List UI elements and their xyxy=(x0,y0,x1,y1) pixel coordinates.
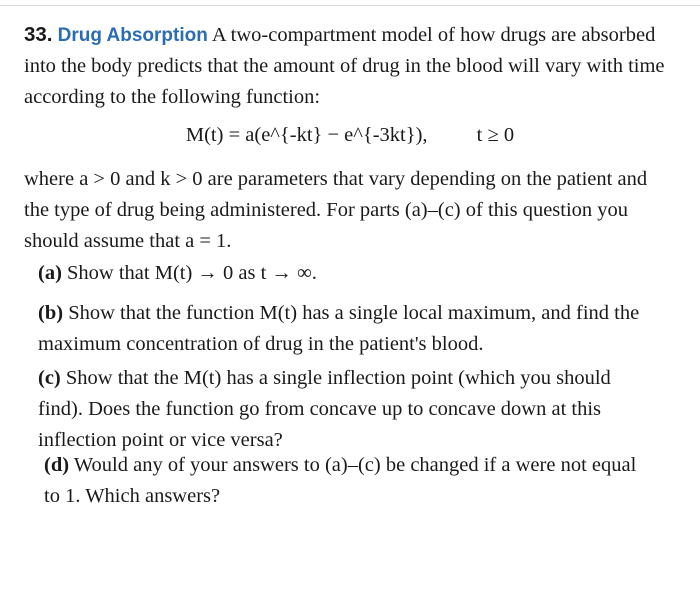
part-a-label: (a) xyxy=(38,262,62,284)
part-b-text: Show that the function M(t) has a single local maximum, and find the maximum concentration of drug in the patient's blood. xyxy=(38,302,640,355)
equation-main: M(t) = a(e^{-kt} − e^{-3kt}), xyxy=(185,124,428,146)
part-d-text: Would any of your answers to (a)–(c) be changed if a were not equal to 1. Which answers? xyxy=(44,454,637,507)
cropped-top-edge xyxy=(0,0,700,6)
part-c-label: (c) xyxy=(38,367,61,389)
part-b-label: (b) xyxy=(38,302,64,324)
problem-title: Drug Absorption xyxy=(57,25,208,46)
equation xyxy=(0,120,700,151)
part-c xyxy=(38,363,658,456)
part-b xyxy=(38,298,658,360)
part-a xyxy=(38,258,658,289)
part-c-text: Show that the M(t) has a single inflection point (which you should find). Does the function go from concave up to concave down at this inflection point or vice versa? xyxy=(38,367,611,451)
parameter-description: where a > 0 and k > 0 are parameters that vary depending on the patient and the type of drug being administered. For parts (a)–(c) of this question you should assume that a = 1. xyxy=(24,168,648,252)
equation-condition: t ≥ 0 xyxy=(476,124,515,146)
problem-intro xyxy=(24,19,674,113)
problem-number: 33. xyxy=(24,23,53,46)
part-d-label: (d) xyxy=(44,454,70,476)
problem-intro-text: A two-compartment model of how drugs are absorbed into the body predicts that the amount of drug in the blood will vary with time according to the following function: xyxy=(24,24,665,108)
part-a-text: Show that M(t) → 0 as t → ∞. xyxy=(67,262,317,284)
part-d xyxy=(44,450,654,512)
